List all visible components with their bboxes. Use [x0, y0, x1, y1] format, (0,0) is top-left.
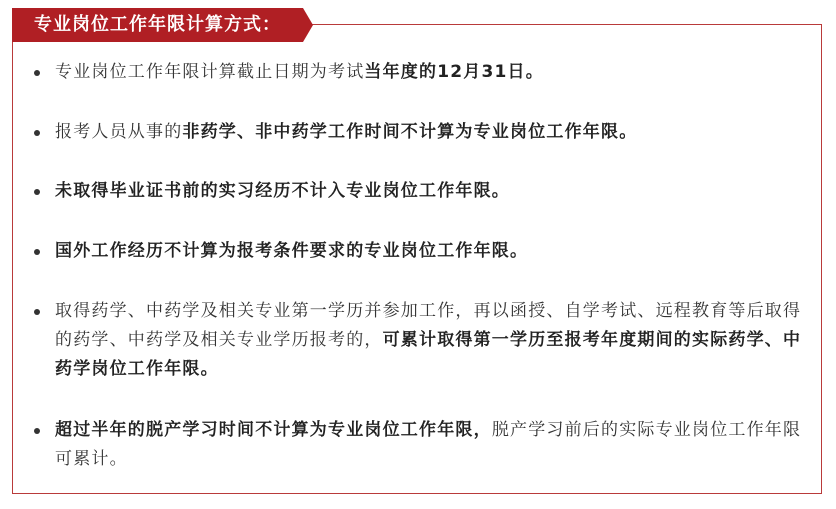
- bullet-icon: [34, 309, 40, 315]
- bullet-icon: [34, 249, 40, 255]
- bullet-icon: [34, 70, 40, 76]
- bullet-icon: [34, 130, 40, 136]
- list-item: [48, 58, 808, 87]
- item-text: 报考人员从事的: [55, 122, 183, 142]
- item-text: 脱产学习前后的实际专业岗位工作年限可累计。: [55, 420, 802, 469]
- section-title: 专业岗位工作年限计算方式：: [12, 8, 303, 42]
- list-item: [48, 297, 808, 384]
- item-text: 专业岗位工作年限计算截止日期为考试: [55, 62, 365, 82]
- item-bold-text: 非药学、非中药学工作时间不计算为专业岗位工作年限。: [182, 122, 638, 142]
- item-bold-text: 未取得毕业证书前的实习经历不计入专业岗位工作年限。: [55, 181, 510, 201]
- list-item: [48, 177, 808, 206]
- list-item: [48, 118, 808, 147]
- item-bold-text: 国外工作经历不计算为报考条件要求的专业岗位工作年限。: [55, 241, 529, 261]
- item-bold-text: 超过半年的脱产学习时间不计算为专业岗位工作年限，: [55, 420, 492, 440]
- list-item: [48, 237, 808, 266]
- bullet-icon: [34, 189, 40, 195]
- item-text: 取得药学、中药学及相关专业第一学历并参加工作，再以函授、自学考试、远程教育等后取得的药学、中药学及相关专业学历报考的，: [55, 301, 802, 350]
- item-bold-text: 可累计取得第一学历至报考年度期间的实际药学、中药学岗位工作年限。: [55, 330, 802, 379]
- bullet-icon: [34, 428, 40, 434]
- item-bold-text: 当年度的12月31日。: [364, 62, 544, 82]
- list-item: [48, 416, 808, 474]
